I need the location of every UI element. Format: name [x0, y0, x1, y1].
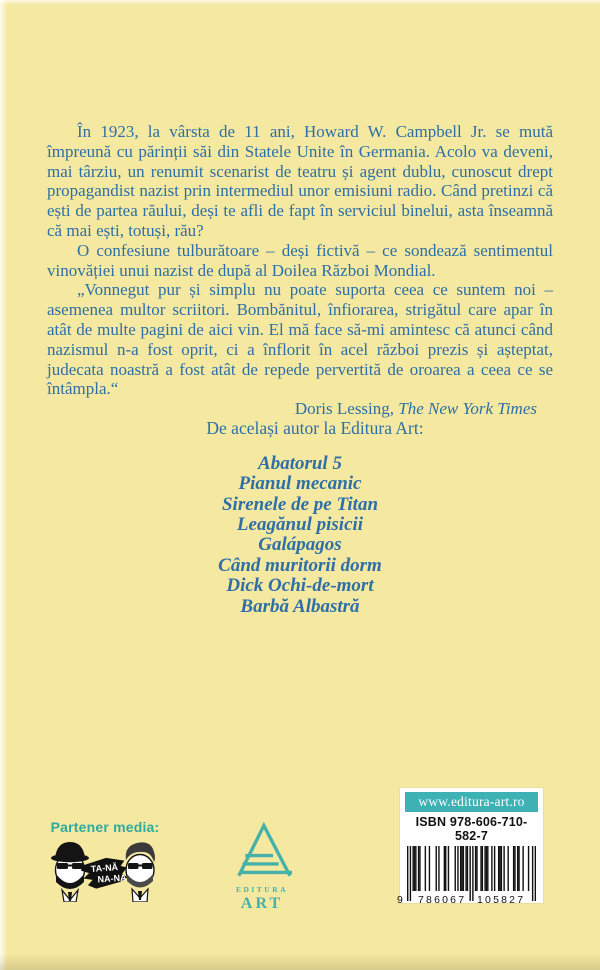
book-title: Leagănul pisicii: [236, 513, 364, 535]
publisher-name-editura: EDITURA: [235, 885, 289, 894]
book-title: Pianul mecanic: [238, 473, 362, 495]
book-title: Când muritorii dorm: [218, 554, 382, 576]
partner-heads-icon: [44, 838, 166, 907]
author-books-list: [47, 454, 553, 617]
book-title: Abatorul 5: [258, 452, 342, 474]
partner-media-label: Partener media:: [50, 819, 160, 835]
review-quote: „Vonnegut pur și simplu nu poate suporta ceea ce suntem noi – asemenea multor scriitori. Bombănitul, înfiorarea, strigătul care apar în atât de multe pagini de aici vin. El mă face să-mi amintesc că atunci când nazismul n-a fost oprit, ci a înflorit în acel război prezis și așteptat, judecata noastră a fost atât de repede pervertită de oroarea a ceea ce se întâmpla.“: [47, 280, 553, 399]
review-attribution: [47, 399, 553, 419]
blurb-paragraph-1: În 1923, la vârsta de 11 ani, Howard W. Campbell Jr. se mută împreună cu părinții săi din Statele Unite în Germania. Acolo va deveni, mai târziu, un renumit scenarist de teatru și agent dublu, cunoscut drept propagandist nazist prin intermediul unor emisiuni radio. Când pretinzi că ești de partea răului, deși te afli de fapt în serviciul binelui, asta înseamnă că mai ești, totuși, rău?: [47, 122, 553, 240]
book-title: Sirenele de pe Titan: [221, 493, 379, 515]
partner-logo-text-line2: NA-NA: [97, 872, 127, 885]
ean13-barcode: [397, 846, 536, 914]
scan-edge-left: [0, 0, 7, 970]
book-title: Barbă Albastră: [240, 595, 360, 617]
barcode-digit-lead: 9: [397, 894, 406, 906]
author-books-heading: De același autor la Editura Art:: [206, 417, 424, 438]
barcode-panel: [397, 788, 543, 906]
publisher-name-art: ART: [240, 895, 284, 912]
partner-logo-text-line1: TA-NĂ: [90, 862, 119, 874]
review-source: The New York Times: [398, 399, 537, 419]
reviewer-name: Doris Lessing,: [294, 399, 399, 419]
back-cover-text: [47, 122, 553, 617]
editura-art-triangle-icon: [232, 820, 292, 878]
book-title: Dick Ochi-de-mort: [226, 575, 374, 597]
blurb-paragraph-2: O confesiune tulburătoare – deși fictivă – ce sondează sentimentul vinovăției unui nazist de după al Doilea Război Mondial.: [47, 240, 553, 280]
barcode-digit-group1: 786067: [418, 894, 467, 906]
scan-edge-top: [0, 0, 600, 5]
publisher-website: www.editura-art.ro: [405, 792, 538, 812]
scan-edge-bottom: [0, 954, 600, 970]
isbn-label: ISBN 978-606-710-582-7: [415, 815, 528, 843]
publisher-logo: [230, 820, 294, 913]
book-title: Galápagos: [258, 534, 342, 556]
barcode-digit-group2: 105827: [477, 894, 526, 906]
partner-media-block: [44, 819, 166, 907]
